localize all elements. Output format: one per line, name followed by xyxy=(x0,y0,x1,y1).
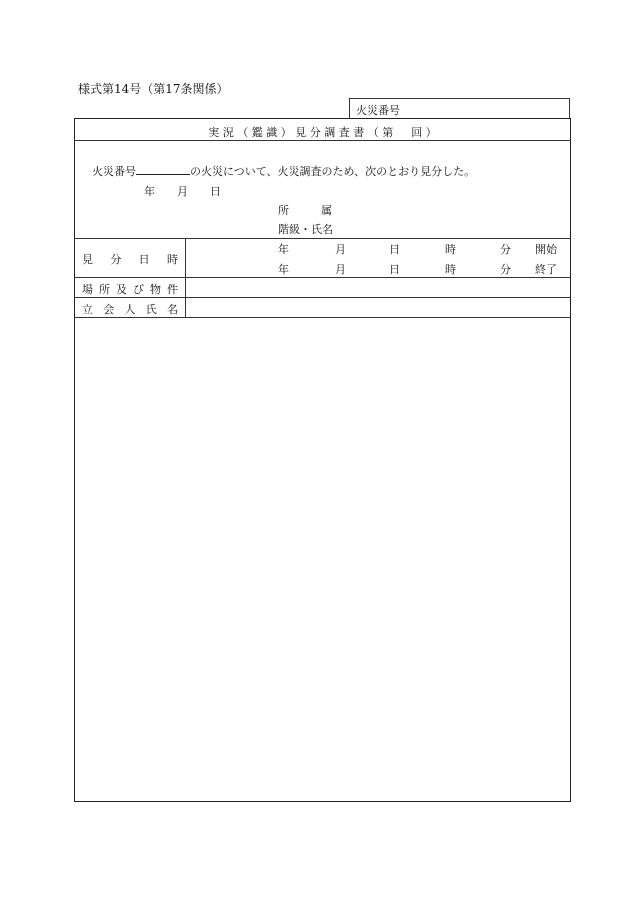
place-and-objects-field[interactable] xyxy=(187,278,569,296)
statement xyxy=(92,163,475,179)
date-day: 日 xyxy=(210,185,221,198)
form-number-label: 様式第14号（第17条関係） xyxy=(78,82,229,96)
affiliation-char-1: 所 xyxy=(278,204,289,217)
divider xyxy=(74,238,571,239)
inspection-datetime-label: 見 分 日 時 xyxy=(82,253,178,266)
place-and-objects-label: 場 所 及 び 物 件 xyxy=(82,283,178,296)
fire-number-blank[interactable] xyxy=(136,163,190,175)
findings-body-area[interactable] xyxy=(76,319,569,800)
start-label: 開始 xyxy=(535,243,557,256)
rank-name-label: 階級・氏名 xyxy=(278,223,333,236)
witness-name-label: 立 会 人 氏 名 xyxy=(82,303,178,316)
statement-suffix: の火災について、火災調査のため、次のとおり見分した。 xyxy=(190,165,476,178)
end-label: 終了 xyxy=(535,263,557,276)
column-divider xyxy=(185,238,186,317)
divider xyxy=(74,140,571,141)
witness-name-field[interactable] xyxy=(187,298,569,316)
statement-prefix: 火災番号 xyxy=(92,165,136,178)
fire-number-box xyxy=(349,98,570,118)
document-title xyxy=(74,124,571,140)
affiliation-char-2: 属 xyxy=(321,204,332,217)
document-title-text: 実 況 （ 鑑 識 ） 見 分 調 査 書 （ 第 回 ） xyxy=(208,126,437,139)
fire-number-box-label: 火災番号 xyxy=(356,104,400,117)
divider xyxy=(74,317,571,318)
date-month: 月 xyxy=(177,185,188,198)
date-year: 年 xyxy=(144,185,155,198)
